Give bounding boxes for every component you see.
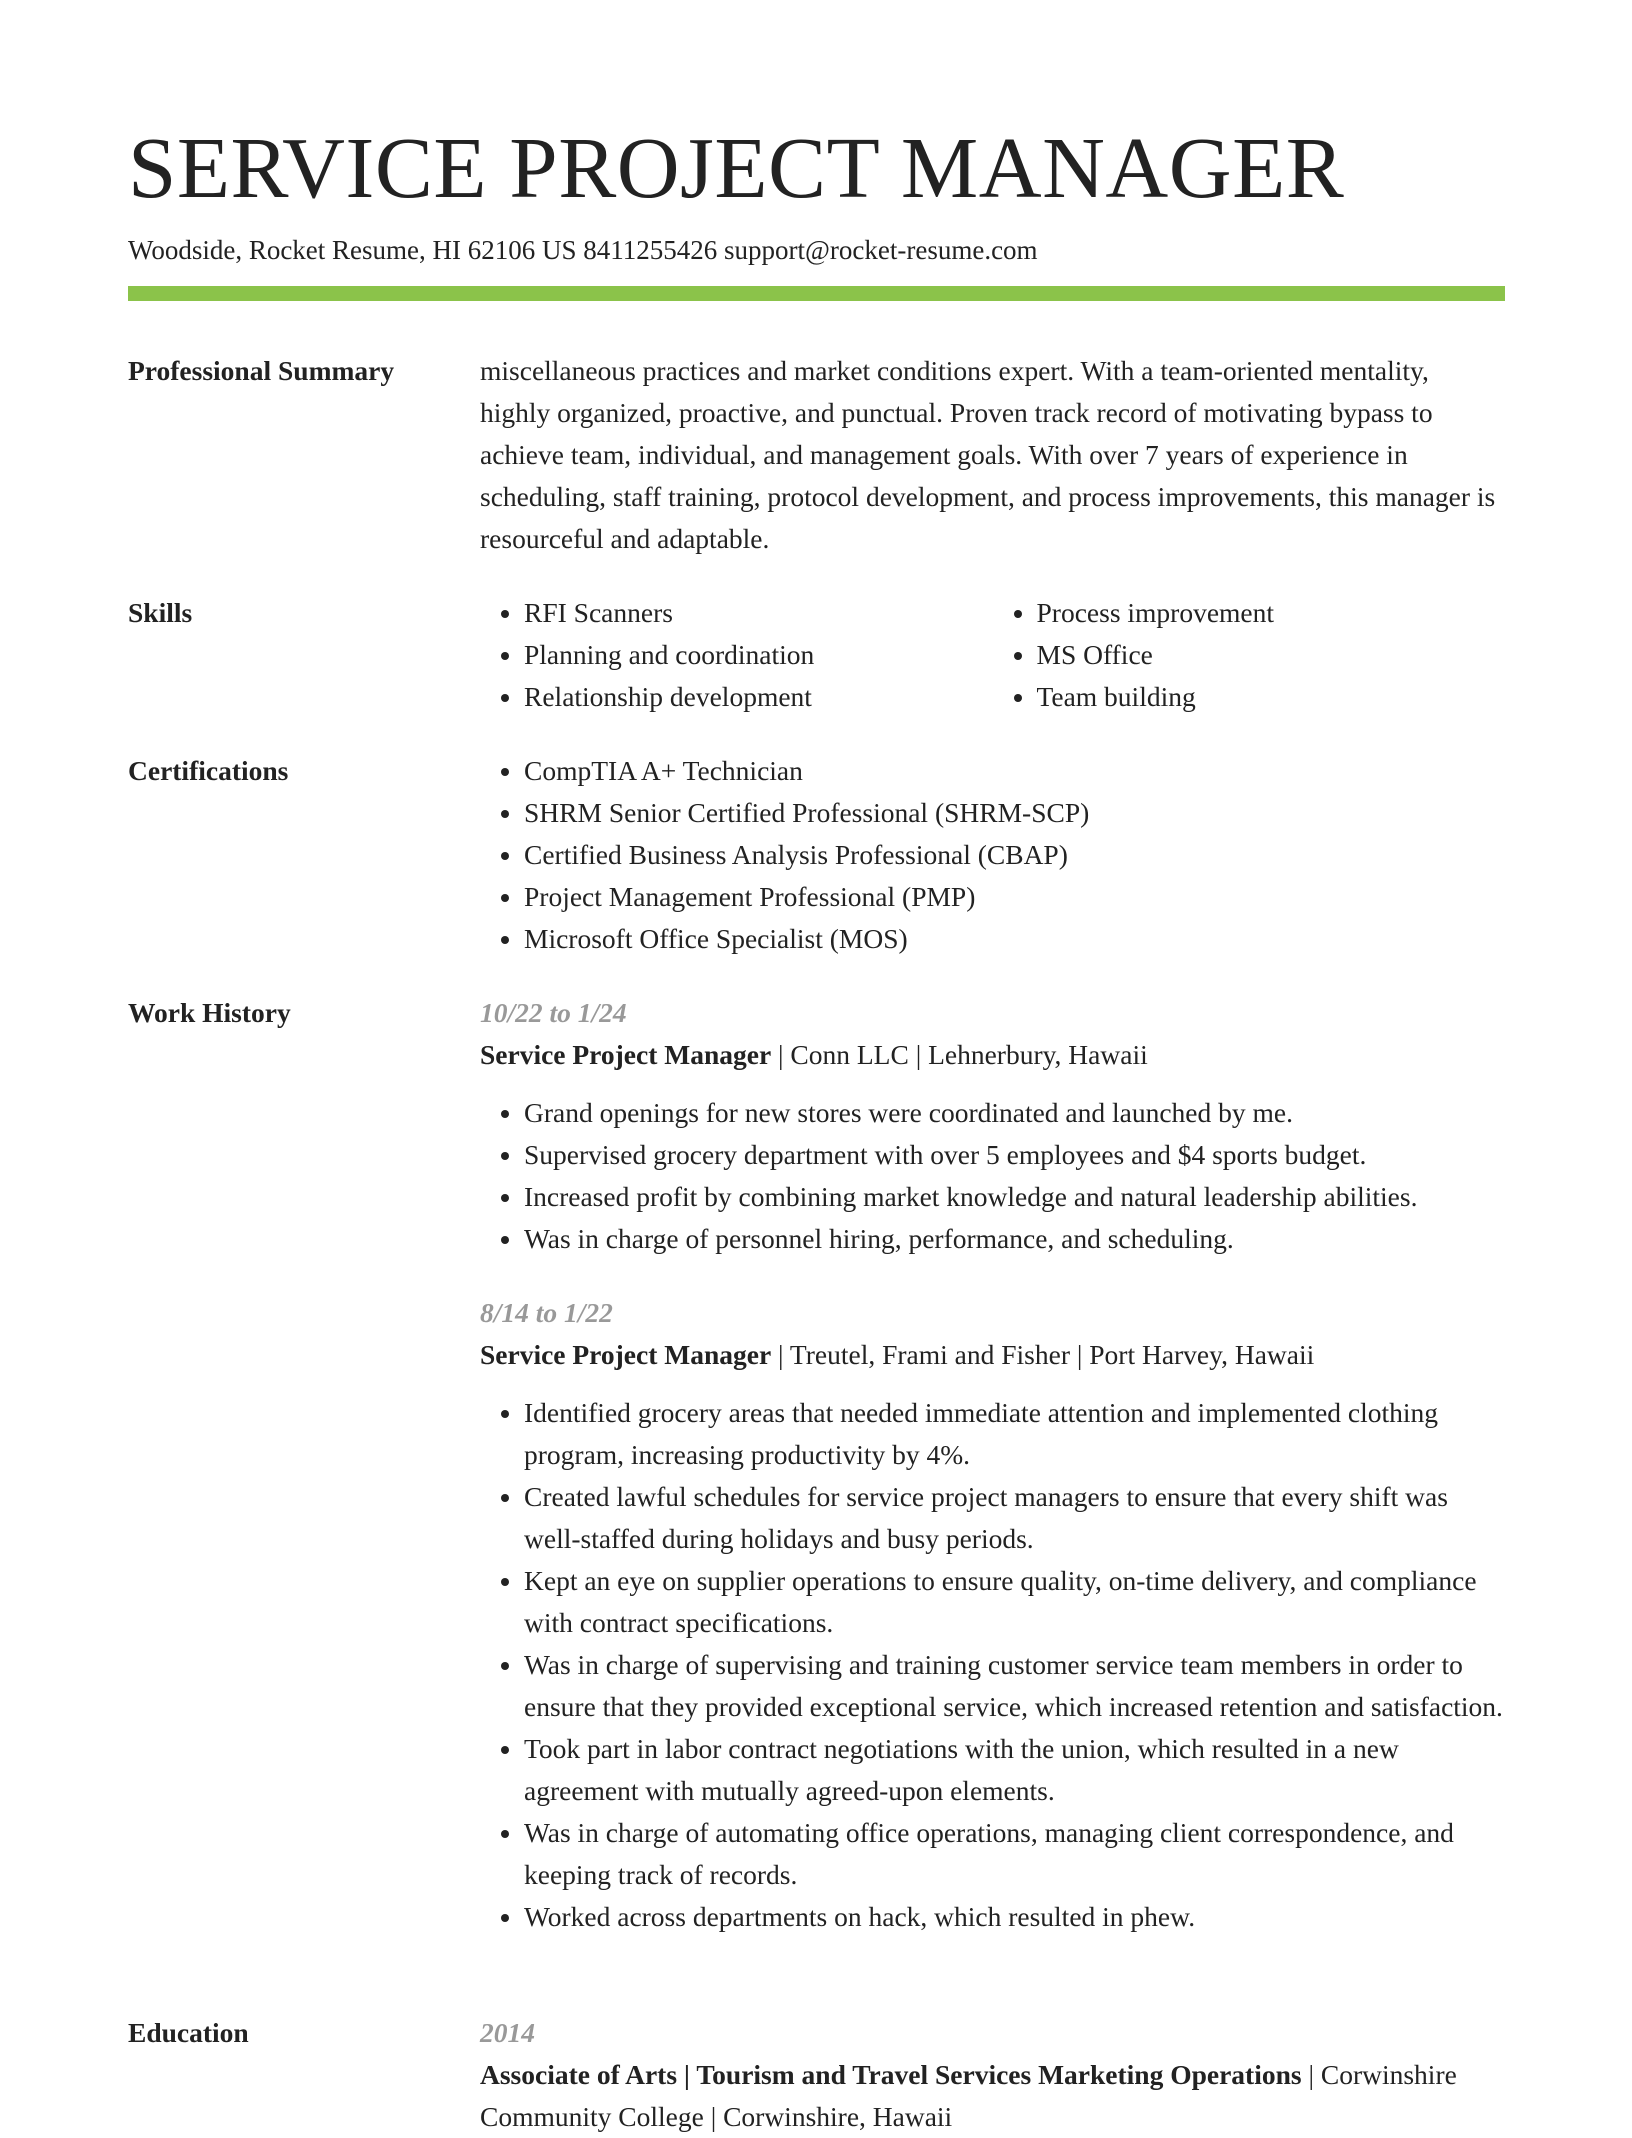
- job-bullet: • Took part in labor contract negotiations with the union, which resulted in a new agreement with mutually agreed-upon elements.: [524, 1728, 1505, 1812]
- education-label: Education: [128, 2017, 249, 2048]
- job-bullet: • Supervised grocery department with over 5 employees and $4 sports budget.: [524, 1134, 1505, 1176]
- job-bullet: • Identified grocery areas that needed immediate attention and implemented clothing program, increasing productivity by 4%.: [524, 1392, 1505, 1476]
- certification-item: • Certified Business Analysis Professional (CBAP): [524, 834, 1505, 876]
- skill-item: • RFI Scanners: [524, 592, 993, 634]
- job-bullet: • Grand openings for new stores were coordinated and launched by me.: [524, 1092, 1505, 1134]
- job-title: Service Project Manager: [480, 1039, 772, 1070]
- certification-item: • Microsoft Office Specialist (MOS): [524, 918, 1505, 960]
- job-bullet: • Kept an eye on supplier operations to ensure quality, on-time delivery, and compliance with contract specifications.: [524, 1560, 1505, 1644]
- education-heading: [480, 2054, 1505, 2138]
- contact-line: Woodside, Rocket Resume, HI 62106 US 8411255426 support@rocket-resume.com: [128, 235, 1038, 265]
- skills-list-left: [480, 592, 993, 718]
- work-history-label: Work History: [128, 997, 291, 1028]
- certifications-list: [480, 750, 1505, 960]
- job-title: Service Project Manager: [480, 1339, 772, 1370]
- header-accent-rule: [128, 286, 1505, 301]
- job-details: | Treutel, Frami and Fisher | Port Harvey, Hawaii: [771, 1339, 1315, 1370]
- certification-item: • SHRM Senior Certified Professional (SHRM-SCP): [524, 792, 1505, 834]
- education-school: | Corwinshire Community College | Corwinshire, Hawaii: [480, 2059, 1457, 2132]
- skills-list-right: [993, 592, 1506, 718]
- certification-item: • CompTIA A+ Technician: [524, 750, 1505, 792]
- skill-item: • Team building: [1037, 676, 1506, 718]
- job-bullet: • Was in charge of supervising and training customer service team members in order to ensure that they provided exceptional service, which increased retention and satisfaction.: [524, 1644, 1505, 1728]
- job-entry: [480, 1292, 1505, 1938]
- job-bullet: • Was in charge of automating office operations, managing client correspondence, and keeping track of records.: [524, 1812, 1505, 1896]
- job-heading: [480, 1034, 1505, 1076]
- resume-name: SERVICE PROJECT MANAGER: [128, 119, 1345, 216]
- certification-item: • Project Management Professional (PMP): [524, 876, 1505, 918]
- education-year: 2014: [480, 2017, 535, 2048]
- skill-item: • MS Office: [1037, 634, 1506, 676]
- job-heading: [480, 1334, 1505, 1376]
- summary-body: [480, 350, 1505, 560]
- job-bullet: • Created lawful schedules for service project managers to ensure that every shift was well-staffed during holidays and busy periods.: [524, 1476, 1505, 1560]
- certifications-body: [480, 750, 1505, 960]
- job-bullet: • Worked across departments on hack, which resulted in phew.: [524, 1896, 1505, 1938]
- job-details: | Conn LLC | Lehnerbury, Hawaii: [771, 1039, 1148, 1070]
- education-body: [480, 2012, 1505, 2138]
- job-entry: [480, 992, 1505, 1260]
- skill-item: • Relationship development: [524, 676, 993, 718]
- skill-item: • Process improvement: [1037, 592, 1506, 634]
- education-degree: Associate of Arts | Tourism and Travel Services Marketing Operations: [480, 2059, 1302, 2090]
- job-dates: 8/14 to 1/22: [480, 1297, 613, 1328]
- skills-body: [480, 592, 1505, 718]
- summary-label: Professional Summary: [128, 355, 395, 386]
- job-bullet: • Was in charge of personnel hiring, performance, and scheduling.: [524, 1218, 1505, 1260]
- work-history-body: [480, 992, 1505, 1938]
- certifications-label: Certifications: [128, 755, 289, 786]
- job-dates: 10/22 to 1/24: [480, 997, 627, 1028]
- job-bullet: • Increased profit by combining market knowledge and natural leadership abilities.: [524, 1176, 1505, 1218]
- summary-text: miscellaneous practices and market conditions expert. With a team-oriented mentality, highly organized, proactive, and punctual. Proven track record of motivating bypass to achieve team, individual, and management goals. With over 7 years of experience in scheduling, staff training, protocol development, and process improvements, this manager is resourceful and adaptable.: [480, 355, 1496, 554]
- skills-label: Skills: [128, 597, 193, 628]
- job-bullet-list: [480, 1092, 1505, 1260]
- skill-item: • Planning and coordination: [524, 634, 993, 676]
- job-bullet-list: [480, 1392, 1505, 1938]
